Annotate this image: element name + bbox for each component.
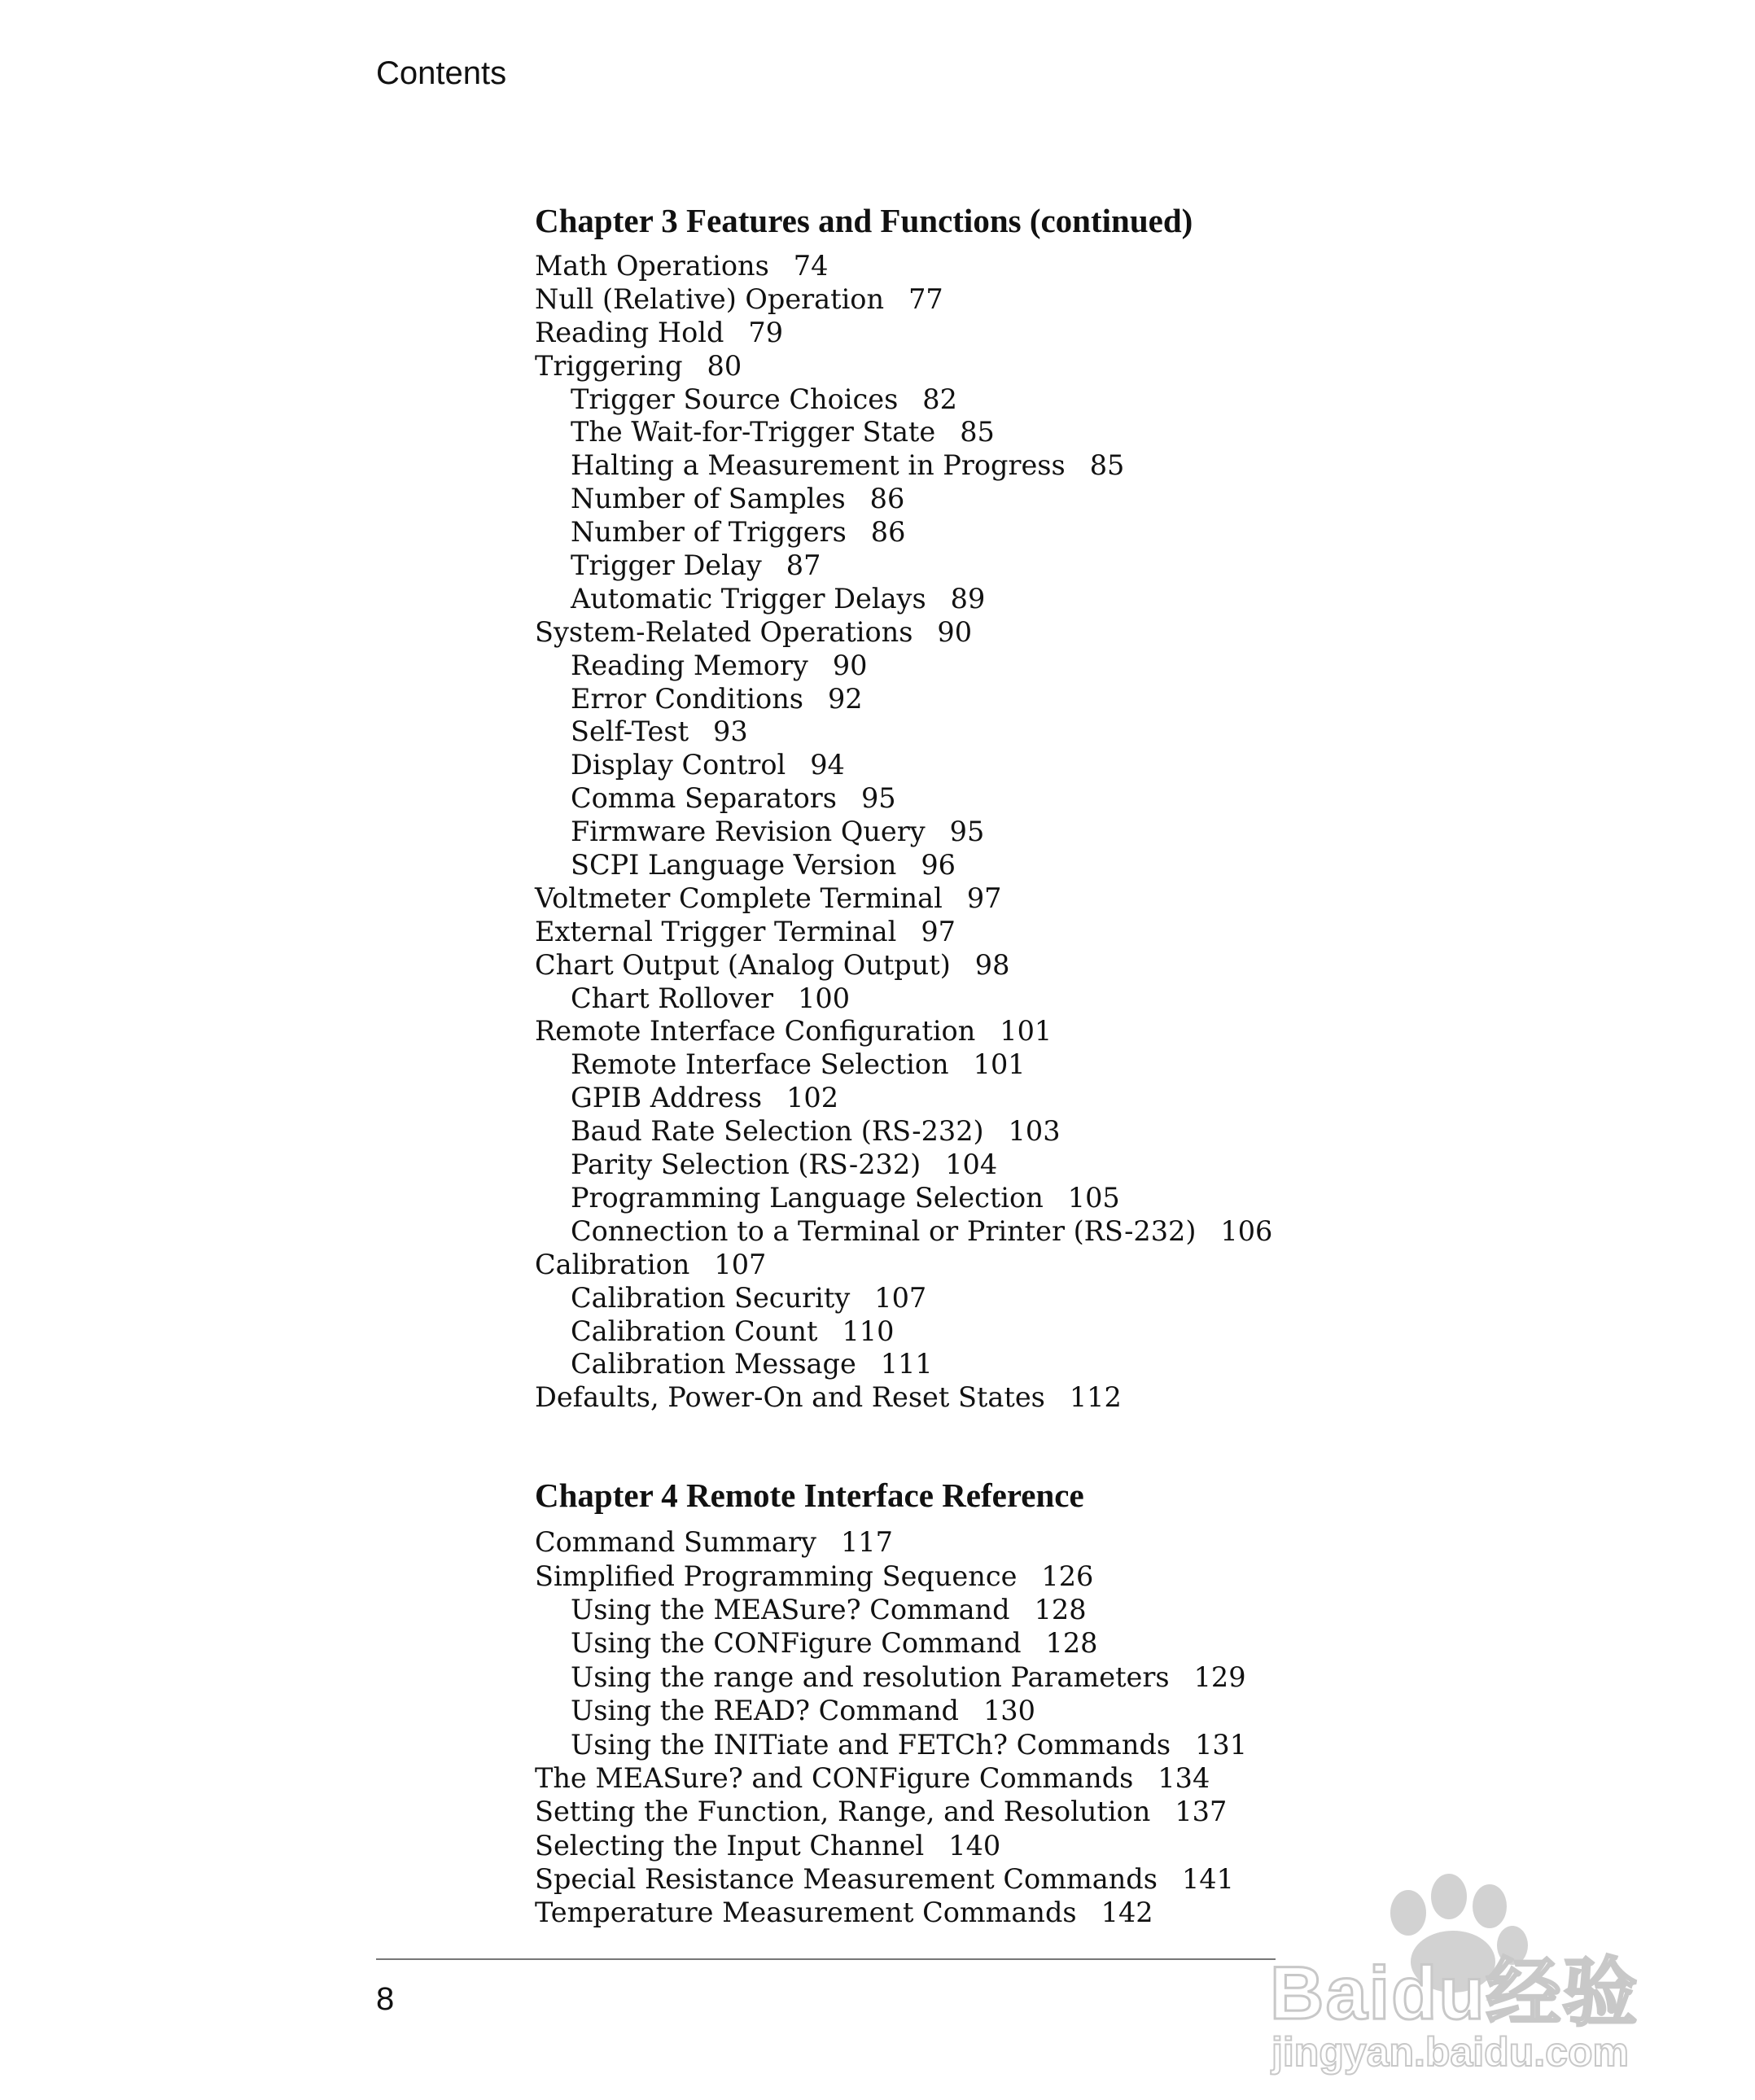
toc-entry-title: GPIB Address — [571, 1082, 763, 1114]
toc-entry-page: 93 — [713, 715, 748, 748]
toc-entry-page: 101 — [973, 1048, 1026, 1081]
toc-entry-title: System-Related Operations — [535, 615, 913, 648]
toc-entry — [535, 816, 1674, 849]
toc-entry — [535, 782, 1674, 816]
toc-entry-title: Number of Triggers — [571, 516, 847, 549]
toc-entry — [535, 1795, 1674, 1828]
toc-entry-page: 82 — [922, 383, 957, 415]
toc-entry — [535, 1348, 1674, 1381]
toc-entry-page: 131 — [1195, 1728, 1248, 1761]
chapter-3-section — [535, 198, 1674, 1415]
toc-entry-title: Using the range and resolution Parameters — [571, 1660, 1170, 1693]
toc-entry-title: Number of Samples — [571, 483, 846, 515]
toc-entry-title: Special Resistance Measurement Commands — [535, 1863, 1158, 1896]
toc-entry-title: Comma Separators — [571, 782, 837, 815]
toc-entry-page: 89 — [950, 582, 986, 615]
toc-entry-title: Remote Interface Selection — [571, 1048, 949, 1081]
toc-entry-title: Reading Hold — [535, 316, 724, 348]
toc-entry — [535, 1048, 1674, 1082]
toc-entry — [535, 1761, 1674, 1795]
toc-entry-title: Programming Language Selection — [571, 1181, 1044, 1214]
toc-entry — [535, 283, 1674, 317]
toc-entry — [535, 715, 1674, 749]
toc-entry-page: 112 — [1069, 1381, 1122, 1414]
toc-entry-page: 117 — [840, 1526, 893, 1559]
toc-entry — [535, 882, 1674, 916]
chapter-4-title: Chapter 4 Remote Interface Reference — [535, 1477, 1084, 1515]
toc-entry-page: 101 — [1000, 1015, 1053, 1048]
toc-entry-title: Baud Rate Selection (RS-232) — [571, 1115, 984, 1148]
toc-entry — [535, 849, 1674, 882]
toc-entry-page: 97 — [921, 915, 956, 947]
toc-entry-title: Trigger Delay — [571, 549, 762, 582]
toc-entry-page: 74 — [793, 250, 829, 282]
toc-entry — [535, 916, 1674, 949]
toc-entry-page: 103 — [1008, 1115, 1061, 1148]
toc-entry — [535, 317, 1674, 350]
toc-entry — [535, 1182, 1674, 1215]
toc-entry — [535, 516, 1674, 549]
toc-entry — [535, 1626, 1674, 1660]
toc-entry — [535, 650, 1674, 683]
toc-entry-page: 77 — [908, 282, 943, 315]
toc-entry-page: 94 — [810, 749, 845, 781]
toc-entry-page: 134 — [1158, 1761, 1210, 1794]
toc-entry-page: 90 — [937, 615, 973, 648]
toc-entry-title: Using the READ? Command — [571, 1695, 959, 1727]
toc-entry — [535, 1593, 1674, 1626]
toc-entry-title: SCPI Language Version — [571, 849, 897, 882]
toc-entry-page: 126 — [1041, 1560, 1094, 1592]
toc-entry-title: Trigger Source Choices — [571, 383, 899, 415]
toc-entry-title: Using the INITiate and FETCh? Commands — [571, 1728, 1171, 1761]
toc-entry-title: Simplified Programming Sequence — [535, 1560, 1018, 1592]
toc-entry — [535, 483, 1674, 516]
toc-entry-title: Defaults, Power-On and Reset States — [535, 1381, 1045, 1414]
watermark-url-text: jingyan.baidu.com — [1271, 2029, 1629, 2075]
toc-entry-page: 140 — [948, 1829, 1001, 1862]
toc-entry-title: Remote Interface Configuration — [535, 1015, 976, 1048]
chapter-3-title: Chapter 3 Features and Functions (continued) — [535, 202, 1193, 239]
toc-entry-page: 87 — [786, 549, 821, 582]
toc-entry-title: Display Control — [571, 749, 786, 781]
toc-entry — [535, 1015, 1674, 1048]
toc-entry — [535, 583, 1674, 616]
toc-entry-page: 105 — [1067, 1181, 1120, 1214]
toc-entry-page: 85 — [1089, 449, 1125, 482]
toc-entry — [535, 1148, 1674, 1182]
toc-entry-page: 107 — [874, 1281, 927, 1314]
toc-entry-title: Parity Selection (RS-232) — [571, 1148, 921, 1181]
toc-entry-title: Triggering — [535, 349, 683, 382]
toc-entry — [535, 1560, 1674, 1593]
toc-entry-page: 130 — [983, 1695, 1035, 1727]
toc-entry-page: 129 — [1193, 1660, 1246, 1693]
toc-entry-page: 111 — [880, 1348, 933, 1380]
toc-entry — [535, 1525, 1674, 1559]
toc-entry-title: The MEASure? and CONFigure Commands — [535, 1761, 1134, 1794]
toc-entry-page: 141 — [1181, 1863, 1234, 1896]
toc-entry-page: 100 — [798, 982, 851, 1014]
toc-entry-title: Temperature Measurement Commands — [535, 1897, 1077, 1929]
toc-entry — [535, 416, 1674, 449]
toc-entry-page: 107 — [714, 1248, 767, 1280]
toc-entry-page: 85 — [960, 416, 995, 448]
toc-entry-page: 98 — [974, 948, 1010, 981]
toc-entry-title: Using the CONFigure Command — [571, 1627, 1022, 1660]
toc-entry-title: Math Operations — [535, 250, 769, 282]
toc-entry-title: Connection to a Terminal or Printer (RS-232) — [571, 1214, 1197, 1247]
toc-entry-page: 128 — [1045, 1627, 1098, 1660]
toc-entry — [535, 1694, 1674, 1727]
toc-entry-title: Halting a Measurement in Progress — [571, 449, 1066, 482]
toc-entry — [535, 1249, 1674, 1282]
toc-entry-title: Reading Memory — [571, 649, 808, 681]
toc-entry-title: Null (Relative) Operation — [535, 282, 885, 315]
baidu-watermark — [1254, 1856, 1693, 2076]
toc-entry-page: 104 — [945, 1148, 998, 1181]
toc-entry-page: 92 — [827, 682, 863, 715]
toc-entry-title: Calibration Message — [571, 1348, 856, 1380]
toc-entry — [535, 749, 1674, 782]
toc-entry-title: Chart Rollover — [571, 982, 774, 1014]
toc-entry-title: Chart Output (Analog Output) — [535, 948, 951, 981]
page-number: 8 — [376, 1981, 395, 2017]
toc-entry-page: 90 — [832, 649, 868, 681]
toc-entry — [535, 1728, 1674, 1761]
running-head: Contents — [376, 55, 507, 91]
toc-entry — [535, 250, 1674, 283]
table-of-contents — [535, 198, 1674, 1930]
toc-entry — [535, 616, 1674, 650]
toc-entry-title: Calibration Count — [571, 1315, 818, 1347]
toc-entry-page: 137 — [1175, 1796, 1228, 1828]
watermark-logo-text: Baidu经验 — [1270, 1952, 1639, 2035]
toc-entry-title: Using the MEASure? Command — [571, 1593, 1010, 1625]
toc-entry-page: 102 — [786, 1082, 839, 1114]
toc-entry-title: Firmware Revision Query — [571, 816, 926, 848]
toc-entry-title: Setting the Function, Range, and Resolution — [535, 1796, 1151, 1828]
chapter-3-entries — [535, 250, 1674, 1415]
toc-entry-page: 106 — [1220, 1214, 1273, 1247]
footer-rule — [376, 1958, 1276, 1960]
toc-entry — [535, 383, 1674, 417]
toc-entry-title: Voltmeter Complete Terminal — [535, 882, 943, 914]
toc-entry-title: Calibration — [535, 1248, 690, 1280]
toc-entry — [535, 982, 1674, 1016]
toc-entry-page: 86 — [870, 516, 906, 549]
toc-entry — [535, 1115, 1674, 1148]
toc-entry — [535, 549, 1674, 583]
toc-entry-page: 96 — [921, 849, 956, 882]
toc-entry-page: 110 — [842, 1315, 895, 1347]
toc-entry — [535, 449, 1674, 483]
toc-entry-title: Self-Test — [571, 715, 689, 748]
toc-entry — [535, 1381, 1674, 1415]
toc-entry — [535, 1282, 1674, 1315]
toc-entry — [535, 683, 1674, 716]
toc-entry — [535, 1315, 1674, 1349]
toc-entry — [535, 1215, 1674, 1249]
toc-entry-title: Error Conditions — [571, 682, 803, 715]
toc-entry — [535, 1082, 1674, 1115]
toc-entry — [535, 1660, 1674, 1694]
toc-entry-page: 97 — [966, 882, 1002, 914]
toc-entry-page: 86 — [869, 483, 905, 515]
toc-entry-title: Selecting the Input Channel — [535, 1829, 925, 1862]
toc-entry-title: Calibration Security — [571, 1281, 851, 1314]
toc-entry-title: External Trigger Terminal — [535, 915, 897, 947]
toc-entry-title: Automatic Trigger Delays — [571, 582, 926, 615]
toc-entry — [535, 949, 1674, 982]
toc-entry-title: The Wait-for-Trigger State — [571, 416, 936, 448]
toc-entry-page: 80 — [707, 349, 742, 382]
toc-entry-page: 95 — [949, 816, 985, 848]
toc-entry-page: 142 — [1101, 1897, 1153, 1929]
toc-entry-page: 95 — [860, 782, 896, 815]
toc-entry — [535, 350, 1674, 383]
toc-entry-page: 79 — [748, 316, 784, 348]
toc-entry-title: Command Summary — [535, 1526, 816, 1559]
toc-entry-page: 128 — [1034, 1593, 1087, 1625]
